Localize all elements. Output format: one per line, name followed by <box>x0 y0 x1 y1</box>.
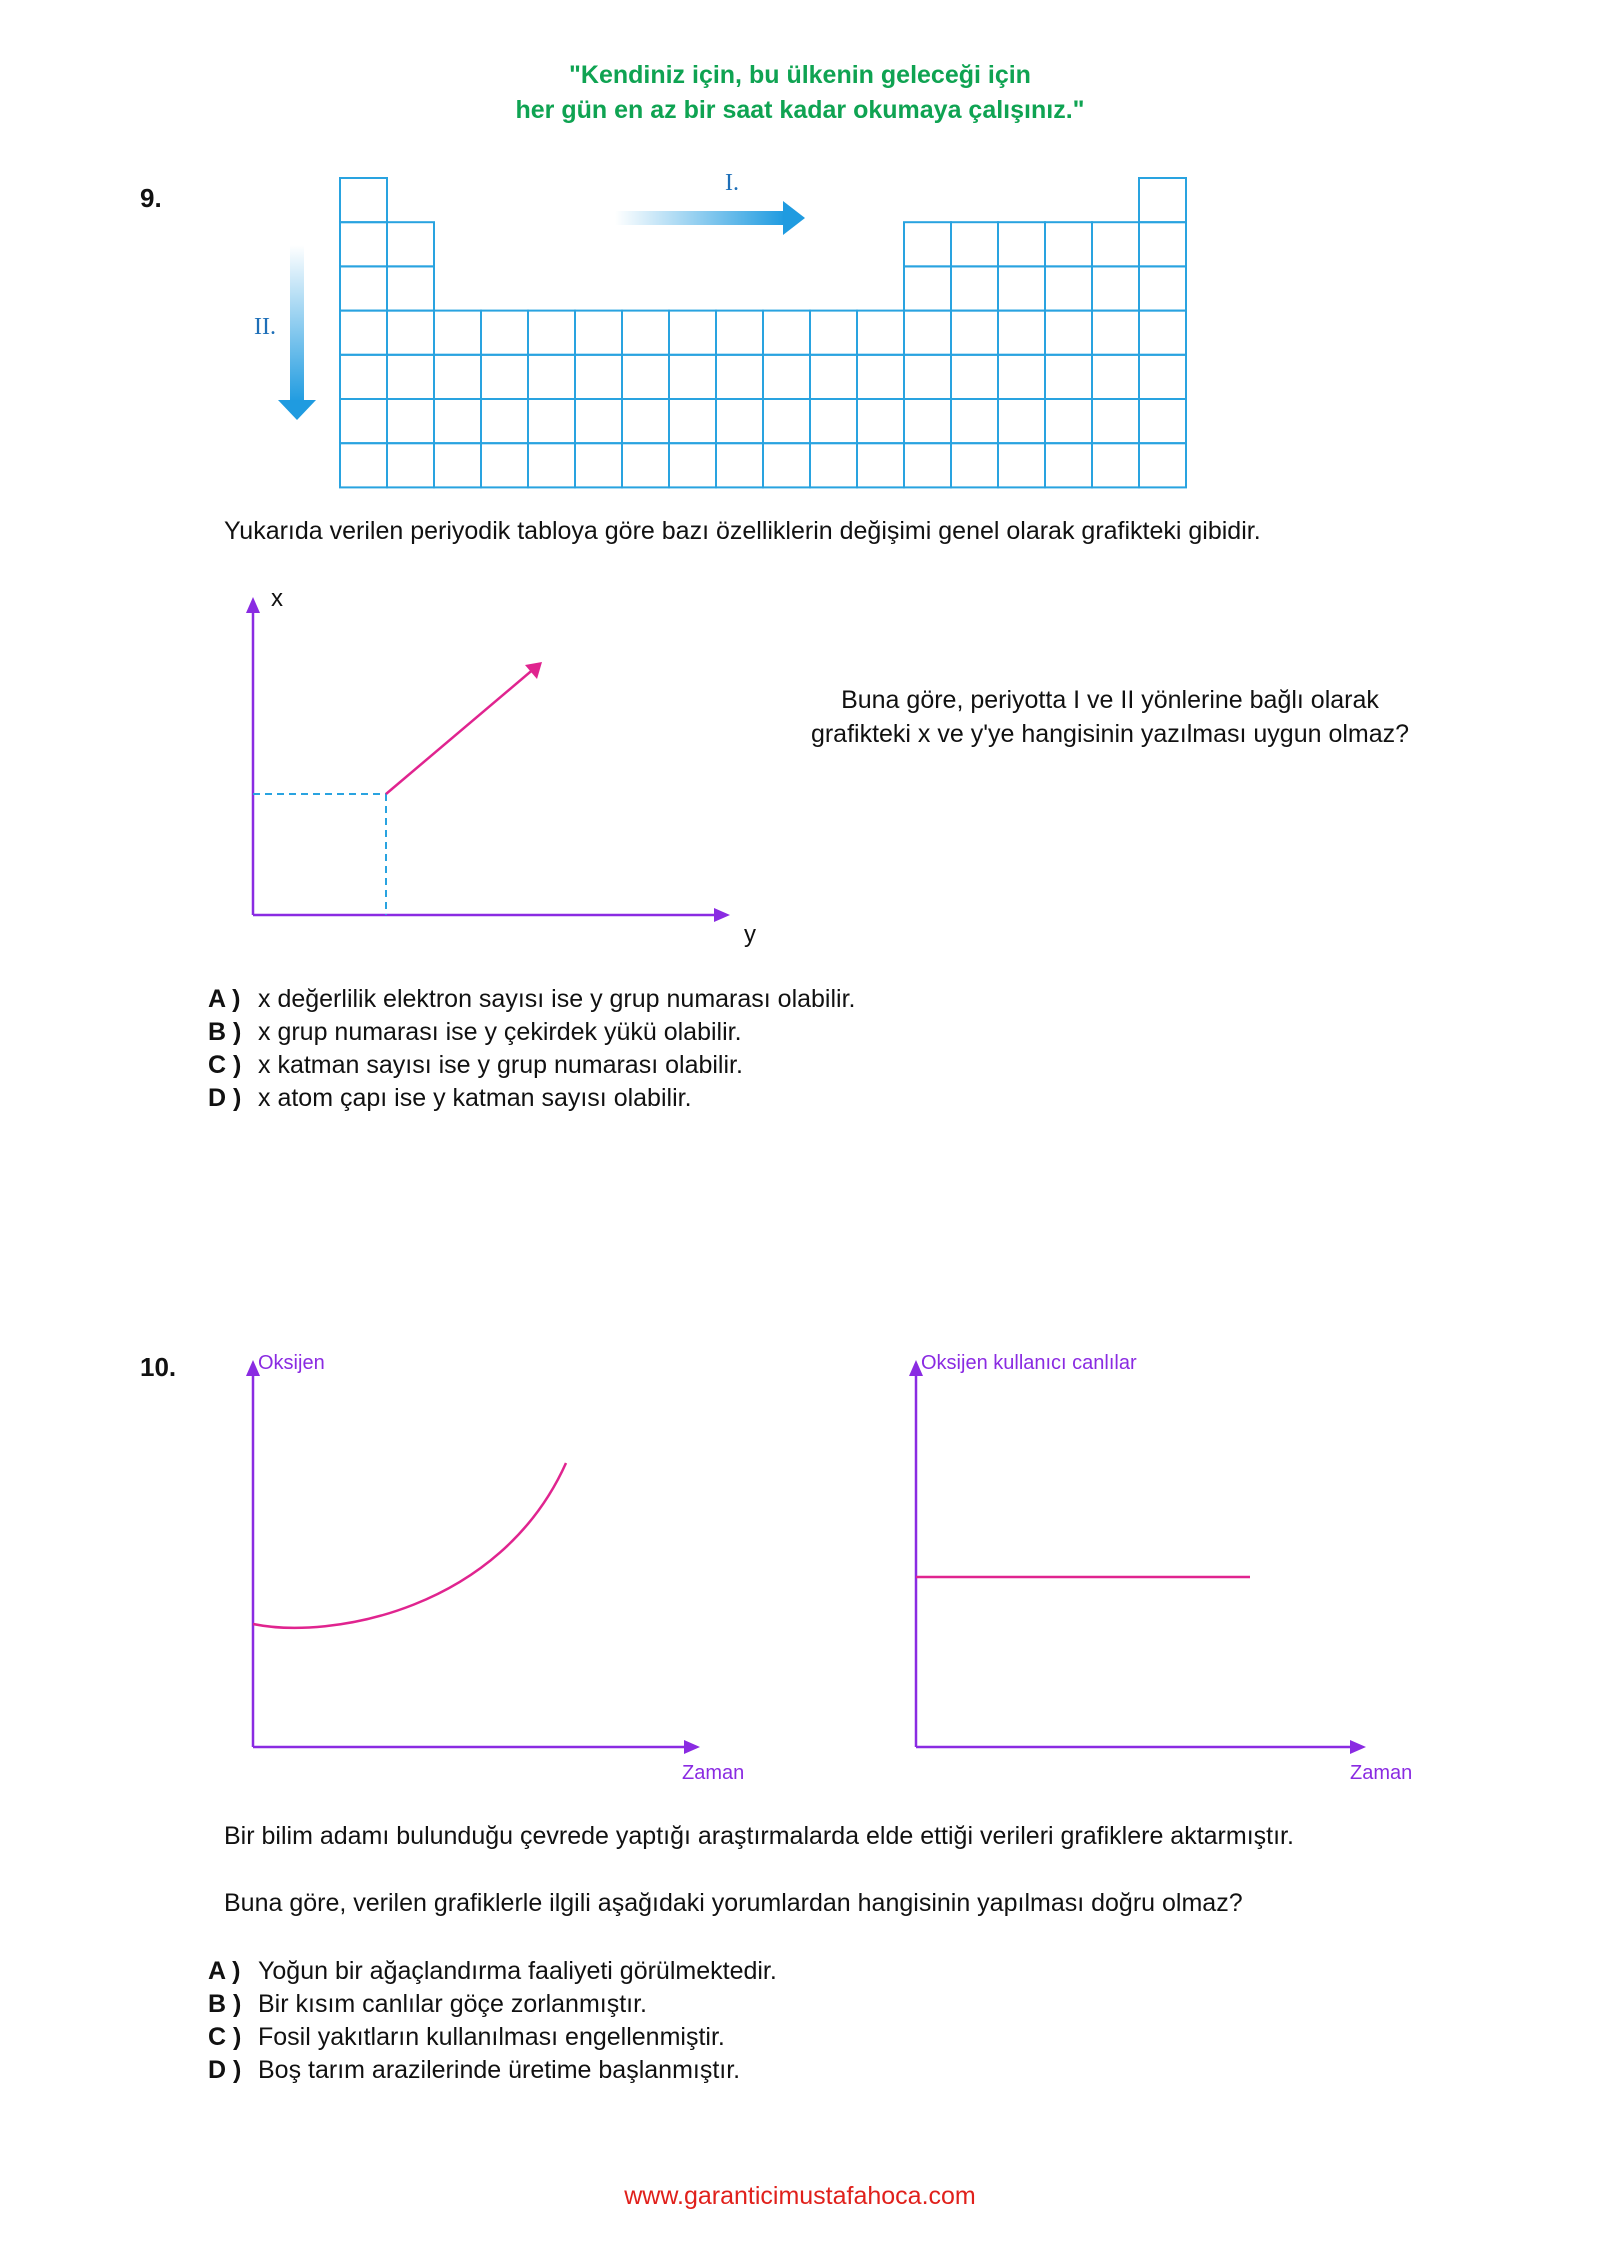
option-letter: A ) <box>208 1957 241 1985</box>
option-text: x değerlilik elektron sayısı ise y grup numarası olabilir. <box>258 985 856 1013</box>
prompt-line-2: grafikteki x ve y'ye hangisinin yazılması uygun olmaz? <box>810 720 1410 748</box>
option-B[interactable] <box>208 1988 777 2021</box>
option-text: Yoğun bir ağaçlandırma faaliyeti görülmektedir. <box>258 1957 777 1985</box>
arrow-II-icon <box>278 245 316 420</box>
x-axis-arrowhead <box>714 908 730 922</box>
option-letter: D ) <box>208 1084 242 1112</box>
question-9-graph <box>200 585 1000 945</box>
prompt-line-1: Buna göre, periyotta I ve II yönlerine bağlı olarak <box>841 686 1379 714</box>
option-letter: B ) <box>208 1018 242 1046</box>
option-B[interactable] <box>208 1016 856 1049</box>
direction-arrows <box>0 0 1600 520</box>
option-D[interactable] <box>208 1082 856 1115</box>
increasing-line <box>386 667 536 794</box>
option-A[interactable] <box>208 983 856 1016</box>
oxygen-curve <box>253 1463 566 1628</box>
graph-2-x-axis-label: Zaman <box>1350 1762 1413 1784</box>
q9-x-axis-label: y <box>744 921 756 948</box>
graph-2-y-axis-label: Oksijen kullanıcı canlılar <box>921 1352 1137 1374</box>
option-C[interactable] <box>208 1049 856 1082</box>
footer-url[interactable]: www.garanticimustafahoca.com <box>624 2182 976 2210</box>
option-letter: A ) <box>208 985 241 1013</box>
option-text: x grup numarası ise y çekirdek yükü olabilir. <box>258 1018 742 1046</box>
y-axis-arrowhead <box>246 597 260 613</box>
increasing-line-arrowhead <box>525 662 542 679</box>
option-D[interactable] <box>208 2054 777 2087</box>
option-letter: D ) <box>208 2056 242 2084</box>
question-9-prompt <box>690 683 1530 751</box>
arrow-I-icon <box>615 201 805 235</box>
x-axis-arrowhead <box>684 1740 700 1754</box>
option-text: x katman sayısı ise y grup numarası olabilir. <box>258 1051 743 1079</box>
question-9-options <box>208 983 856 1115</box>
question-10-graph-1 <box>200 1340 800 1760</box>
x-axis-arrowhead <box>1350 1740 1366 1754</box>
option-text: Fosil yakıtların kullanılması engellenmiştir. <box>258 2023 725 2051</box>
graph-1-y-axis-label: Oksijen <box>258 1352 325 1374</box>
arrow-II-label: II. <box>254 314 276 340</box>
question-10-graph-2 <box>860 1340 1460 1760</box>
question-10-intro: Bir bilim adamı bulunduğu çevrede yaptığı araştırmalarda elde ettiği verileri grafiklere aktarmıştır. <box>224 1822 1294 1850</box>
q9-y-axis-label: x <box>271 585 283 612</box>
option-text: x atom çapı ise y katman sayısı olabilir. <box>258 1084 692 1112</box>
option-C[interactable] <box>208 2021 777 2054</box>
option-A[interactable] <box>208 1955 777 1988</box>
option-letter: C ) <box>208 1051 242 1079</box>
arrow-I-label: I. <box>725 170 739 196</box>
question-10-prompt: Buna göre, verilen grafiklerle ilgili aşağıdaki yorumlardan hangisinin yapılması doğru olmaz? <box>224 1889 1243 1917</box>
quote-line-1: "Kendiniz için, bu ülkenin geleceği için <box>569 61 1031 89</box>
option-text: Boş tarım arazilerinde üretime başlanmıştır. <box>258 2056 741 2084</box>
quote-line-2: her gün en az bir saat kadar okumaya çalışınız." <box>515 96 1085 124</box>
option-letter: B ) <box>208 1990 242 2018</box>
option-text: Bir kısım canlılar göçe zorlanmıştır. <box>258 1990 648 2018</box>
graph-1-x-axis-label: Zaman <box>682 1762 745 1784</box>
option-letter: C ) <box>208 2023 242 2051</box>
question-10-options <box>208 1955 777 2087</box>
question-10-number: 10. <box>140 1352 177 1382</box>
question-9-intro: Yukarıda verilen periyodik tabloya göre bazı özelliklerin değişimi genel olarak grafikteki gibidir. <box>224 517 1261 545</box>
question-9-number: 9. <box>140 183 162 213</box>
